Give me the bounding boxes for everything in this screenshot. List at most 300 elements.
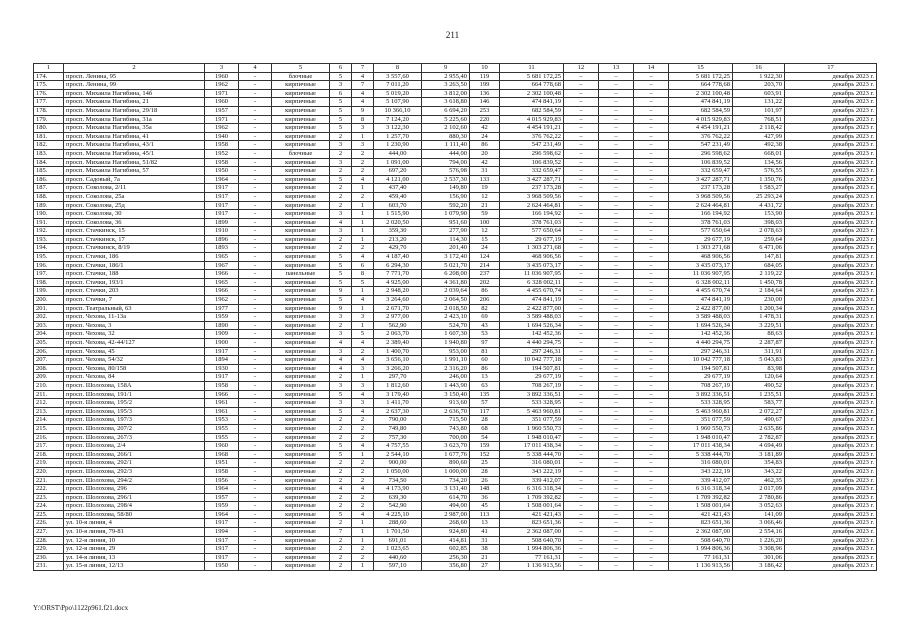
table-cell: 42	[470, 158, 500, 167]
table-cell: 444,00	[422, 149, 470, 158]
table-cell: просп. Шолохова, 292/3	[64, 467, 205, 476]
table-cell: 181.	[34, 132, 64, 141]
table-cell: 288,60	[374, 519, 422, 528]
table-cell: декабрь 2023 г.	[785, 149, 877, 158]
table-cell: 136	[470, 89, 500, 98]
table-cell: 4	[352, 253, 374, 262]
table-cell: 4	[352, 442, 374, 451]
table-cell: 106 839,52	[500, 158, 564, 167]
table-cell: 1 303 271,68	[500, 244, 564, 253]
table-cell: 3 589 488,03	[669, 313, 733, 322]
table-cell: –	[564, 304, 599, 313]
table-cell: декабрь 2023 г.	[785, 72, 877, 81]
table-cell: декабрь 2023 г.	[785, 253, 877, 262]
table-cell: просп. Театральный, 63	[64, 304, 205, 313]
table-cell: 83,98	[733, 364, 785, 373]
table-cell: 12	[470, 192, 500, 201]
table-cell: 2 119,22	[733, 270, 785, 279]
table-cell: –	[599, 218, 634, 227]
table-cell: 2 316,20	[422, 364, 470, 373]
table-cell: кирпичные	[272, 381, 330, 390]
table-cell: 602,85	[422, 545, 470, 554]
table-cell: просп. Шолохова, 267/3	[64, 433, 205, 442]
table-cell: кирпичные	[272, 330, 330, 339]
table-cell: –	[564, 184, 599, 193]
table-cell: –	[564, 158, 599, 167]
table-cell: 195.	[34, 253, 64, 262]
table-cell: 133	[470, 175, 500, 184]
table-cell: 189.	[34, 201, 64, 210]
table-cell: 221.	[34, 476, 64, 485]
table-cell: –	[564, 244, 599, 253]
table-cell: –	[634, 330, 669, 339]
table-cell: -	[239, 167, 272, 176]
table-row	[34, 553, 877, 562]
table-cell: 5 463 960,81	[669, 407, 733, 416]
table-cell: -	[239, 553, 272, 562]
table-cell: 343,22	[733, 467, 785, 476]
table-cell: 2	[352, 467, 374, 476]
table-cell: -	[239, 270, 272, 279]
table-cell: –	[564, 115, 599, 124]
table-cell: 2	[330, 373, 352, 382]
table-cell: 297 246,31	[669, 347, 733, 356]
table-cell: 1917	[205, 201, 239, 210]
table-cell: 5	[330, 407, 352, 416]
table-cell: –	[634, 132, 669, 141]
table-cell: 1 940,80	[422, 339, 470, 348]
table-cell: 1957	[205, 106, 239, 115]
table-cell: декабрь 2023 г.	[785, 356, 877, 365]
table-cell: 354,83	[733, 459, 785, 468]
table-cell: –	[564, 81, 599, 90]
table-cell: 4 173,90	[374, 485, 422, 494]
table-cell: 6 328 002,11	[669, 278, 733, 287]
table-row	[34, 450, 877, 459]
table-row	[34, 270, 877, 279]
table-cell: 4	[330, 339, 352, 348]
table-cell: 1 701,50	[374, 528, 422, 537]
table-cell: 183.	[34, 149, 64, 158]
table-cell: –	[599, 106, 634, 115]
table-cell: 508 640,70	[669, 536, 733, 545]
table-cell: 2 624 464,81	[669, 201, 733, 210]
table-cell: 1 091,00	[374, 158, 422, 167]
table-cell: кирпичные	[272, 201, 330, 210]
table-cell: 180.	[34, 124, 64, 133]
table-cell: –	[599, 98, 634, 107]
table-cell: просп. Шолохова, 207/2	[64, 424, 205, 433]
table-cell: 2 423,10	[422, 313, 470, 322]
table-cell: –	[599, 321, 634, 330]
table-cell: 3	[330, 381, 352, 390]
table-cell: 1950	[205, 167, 239, 176]
table-cell: декабрь 2023 г.	[785, 278, 877, 287]
table-cell: 7 011,20	[374, 81, 422, 90]
table-cell: -	[239, 106, 272, 115]
table-cell: –	[599, 210, 634, 219]
table-cell: 4	[352, 98, 374, 107]
table-cell: -	[239, 433, 272, 442]
table-row	[34, 244, 877, 253]
table-cell: 1 812,60	[374, 381, 422, 390]
table-cell: 24	[470, 244, 500, 253]
column-header: 14	[634, 64, 669, 73]
column-header: 16	[733, 64, 785, 73]
table-cell: 468 906,56	[500, 253, 564, 262]
table-cell: –	[599, 149, 634, 158]
table-cell: –	[599, 72, 634, 81]
table-cell: 268,60	[422, 519, 470, 528]
table-cell: 5 463 960,81	[500, 407, 564, 416]
table-cell: 203.	[34, 321, 64, 330]
table-cell: 134,56	[733, 158, 785, 167]
table-cell: 1964	[205, 175, 239, 184]
table-cell: –	[599, 553, 634, 562]
table-cell: 951,60	[422, 218, 470, 227]
table-cell: –	[634, 553, 669, 562]
table-cell: 5 338 444,70	[500, 450, 564, 459]
table-cell: –	[564, 132, 599, 141]
table-cell: –	[564, 373, 599, 382]
table-cell: 757,30	[374, 433, 422, 442]
table-cell: -	[239, 227, 272, 236]
table-row	[34, 562, 877, 571]
table-cell: 459,40	[374, 192, 422, 201]
table-cell: 3	[330, 210, 352, 219]
table-cell: –	[634, 502, 669, 511]
table-cell: 1909	[205, 330, 239, 339]
table-cell: -	[239, 459, 272, 468]
table-cell: просп. Чехова, 54/32	[64, 356, 205, 365]
table-cell: –	[599, 167, 634, 176]
table-row	[34, 476, 877, 485]
table-cell: 468 906,56	[669, 253, 733, 262]
table-cell: 43	[470, 321, 500, 330]
table-cell: 1	[352, 321, 374, 330]
table-cell: просп. Шолохова, 158А	[64, 381, 205, 390]
table-cell: 301,06	[733, 553, 785, 562]
column-header: 8	[374, 64, 422, 73]
table-cell: 28	[470, 416, 500, 425]
table-cell: 1910	[205, 227, 239, 236]
table-cell: декабрь 2023 г.	[785, 201, 877, 210]
table-cell: 2	[330, 459, 352, 468]
table-cell: –	[564, 201, 599, 210]
table-cell: 1894	[205, 356, 239, 365]
table-cell: –	[634, 381, 669, 390]
table-cell: 2 422 877,00	[669, 304, 733, 313]
table-cell: –	[599, 545, 634, 554]
table-cell: 3 266,20	[374, 364, 422, 373]
column-header: 1	[34, 64, 64, 73]
table-cell: 2	[352, 502, 374, 511]
table-cell: 790,00	[374, 416, 422, 425]
table-cell: кирпичные	[272, 218, 330, 227]
table-cell: 1962	[205, 124, 239, 133]
table-row	[34, 485, 877, 494]
table-cell: -	[239, 132, 272, 141]
table-cell: –	[564, 399, 599, 408]
table-cell: 17 011 438,34	[500, 442, 564, 451]
table-cell: –	[599, 459, 634, 468]
table-cell: –	[634, 244, 669, 253]
table-cell: декабрь 2023 г.	[785, 106, 877, 115]
table-cell: декабрь 2023 г.	[785, 158, 877, 167]
table-cell: панельные	[272, 270, 330, 279]
table-cell: 124	[470, 253, 500, 262]
table-cell: –	[634, 562, 669, 571]
table-cell: 135	[470, 390, 500, 399]
table-cell: –	[634, 158, 669, 167]
table-cell: 159	[470, 442, 500, 451]
column-header: 6	[330, 64, 352, 73]
table-cell: -	[239, 89, 272, 98]
table-cell: -	[239, 313, 272, 322]
table-cell: 119	[470, 72, 500, 81]
table-row	[34, 381, 877, 390]
table-cell: декабрь 2023 г.	[785, 141, 877, 150]
table-cell: –	[564, 493, 599, 502]
table-cell: декабрь 2023 г.	[785, 244, 877, 253]
table-cell: кирпичные	[272, 210, 330, 219]
table-cell: 186.	[34, 175, 64, 184]
table-row	[34, 175, 877, 184]
table-cell: 474 841,19	[669, 98, 733, 107]
table-cell: –	[599, 536, 634, 545]
table-cell: 3 308,96	[733, 545, 785, 554]
table-row	[34, 201, 877, 210]
table-cell: –	[599, 407, 634, 416]
table-cell: –	[599, 141, 634, 150]
table-cell: 2 624 464,81	[500, 201, 564, 210]
table-cell: 444,00	[374, 149, 422, 158]
table-cell: 378 761,03	[500, 218, 564, 227]
table-cell: 3 150,40	[422, 390, 470, 399]
table-cell: 188.	[34, 192, 64, 201]
table-cell: 490,52	[733, 381, 785, 390]
table-cell: 3 131,40	[422, 485, 470, 494]
table-cell: 1930	[205, 364, 239, 373]
table-cell: 2	[330, 476, 352, 485]
table-row	[34, 373, 877, 382]
table-cell: 398,03	[733, 218, 785, 227]
table-cell: 1 994 806,36	[500, 545, 564, 554]
table-cell: 277,90	[422, 227, 470, 236]
table-cell: 3 229,51	[733, 321, 785, 330]
table-cell: 4 694,49	[733, 442, 785, 451]
table-cell: кирпичные	[272, 493, 330, 502]
table-cell: просп. Садовый, 7а	[64, 175, 205, 184]
table-cell: -	[239, 399, 272, 408]
table-cell: -	[239, 562, 272, 571]
table-cell: –	[634, 278, 669, 287]
table-cell: 3	[352, 313, 374, 322]
table-cell: 1917	[205, 347, 239, 356]
table-row	[34, 347, 877, 356]
table-cell: –	[564, 407, 599, 416]
table-cell: 2	[352, 347, 374, 356]
table-cell: 5	[330, 98, 352, 107]
table-body	[34, 64, 877, 571]
table-cell: –	[634, 261, 669, 270]
table-cell: ул. 10-я линия, 79-81	[64, 528, 205, 537]
column-header: 17	[785, 64, 877, 73]
footer-file-path: Y:\ORST\Ppo\1122p961.f21.docx	[33, 604, 129, 612]
table-cell: 2	[330, 416, 352, 425]
table-cell: 7	[330, 528, 352, 537]
table-cell: –	[634, 201, 669, 210]
table-cell: 332 659,47	[669, 167, 733, 176]
table-cell: просп. Михаила Нагибина, 31а	[64, 115, 205, 124]
table-cell: 490,67	[733, 416, 785, 425]
table-cell: 28	[470, 467, 500, 476]
table-cell: декабрь 2023 г.	[785, 493, 877, 502]
table-header-row	[34, 64, 877, 73]
table-cell: –	[564, 175, 599, 184]
table-cell: 120,64	[733, 373, 785, 382]
table-cell: 2	[330, 545, 352, 554]
table-cell: кирпичные	[272, 399, 330, 408]
table-cell: 4 454 191,21	[500, 124, 564, 133]
table-cell: декабрь 2023 г.	[785, 167, 877, 176]
table-cell: 5	[330, 115, 352, 124]
table-cell: просп. Стачкинск, 15	[64, 227, 205, 236]
table-cell: декабрь 2023 г.	[785, 442, 877, 451]
table-cell: 10 042 777,18	[500, 356, 564, 365]
table-cell: кирпичные	[272, 313, 330, 322]
table-cell: 2	[352, 545, 374, 554]
table-cell: 376 762,22	[500, 132, 564, 141]
table-cell: 4 925,00	[374, 278, 422, 287]
column-header: 13	[599, 64, 634, 73]
table-cell: –	[564, 562, 599, 571]
table-cell: 185.	[34, 167, 64, 176]
table-cell: 217.	[34, 442, 64, 451]
table-cell: просп. Михаила Нагибина, 43/1	[64, 141, 205, 150]
table-cell: кирпичные	[272, 158, 330, 167]
table-cell: –	[564, 339, 599, 348]
table-cell: -	[239, 175, 272, 184]
table-cell: –	[564, 98, 599, 107]
table-cell: 1960	[205, 72, 239, 81]
table-cell: 2 063,70	[374, 330, 422, 339]
table-cell: 12	[470, 227, 500, 236]
table-row	[34, 261, 877, 270]
table-cell: 219.	[34, 459, 64, 468]
table-cell: 494,00	[422, 502, 470, 511]
table-cell: –	[564, 141, 599, 150]
table-cell: 82	[470, 304, 500, 313]
table-cell: 15	[470, 235, 500, 244]
table-cell: –	[599, 235, 634, 244]
table-cell: кирпичные	[272, 528, 330, 537]
table-cell: 913,60	[422, 399, 470, 408]
table-cell: кирпичные	[272, 253, 330, 262]
table-cell: 57	[470, 399, 500, 408]
table-cell: –	[599, 201, 634, 210]
table-cell: 749,80	[374, 424, 422, 433]
table-row	[34, 424, 877, 433]
table-cell: -	[239, 296, 272, 305]
table-cell: 3 179,40	[374, 390, 422, 399]
table-cell: 3	[352, 399, 374, 408]
table-cell: –	[634, 364, 669, 373]
table-cell: 2	[330, 493, 352, 502]
table-cell: просп. Чехова, 45	[64, 347, 205, 356]
table-cell: 378 761,03	[669, 218, 733, 227]
table-cell: -	[239, 330, 272, 339]
table-cell: просп. Чехова, 42-44/127	[64, 339, 205, 348]
table-cell: 199	[470, 81, 500, 90]
table-cell: –	[599, 124, 634, 133]
table-cell: 7 771,70	[374, 270, 422, 279]
table-cell: 2 782,87	[733, 433, 785, 442]
table-cell: декабрь 2023 г.	[785, 553, 877, 562]
table-cell: 577 650,64	[669, 227, 733, 236]
table-cell: 215.	[34, 424, 64, 433]
table-cell: просп. Шолохова, 191/1	[64, 390, 205, 399]
table-cell: 5 681 172,25	[500, 72, 564, 81]
table-cell: 106 839,52	[669, 158, 733, 167]
table-cell: –	[599, 227, 634, 236]
table-cell: просп. Стачки, 186	[64, 253, 205, 262]
table-cell: 339 412,07	[669, 476, 733, 485]
table-cell: декабрь 2023 г.	[785, 364, 877, 373]
table-cell: 212.	[34, 399, 64, 408]
table-cell: декабрь 2023 г.	[785, 459, 877, 468]
table-cell: кирпичные	[272, 339, 330, 348]
table-cell: 2 118,42	[733, 124, 785, 133]
table-cell: 296 598,62	[669, 149, 733, 158]
table-cell: 5 681 172,25	[669, 72, 733, 81]
table-cell: 2 636,70	[422, 407, 470, 416]
table-cell: 207.	[34, 356, 64, 365]
table-cell: 1940	[205, 132, 239, 141]
table-cell: –	[599, 304, 634, 313]
table-cell: –	[599, 485, 634, 494]
table-cell: 682 584,59	[500, 106, 564, 115]
table-cell: 890,60	[422, 459, 470, 468]
table-cell: 2 362 087,00	[500, 528, 564, 537]
table-cell: 3 589 488,03	[500, 313, 564, 322]
table-cell: 1 050,00	[374, 467, 422, 476]
table-cell: 5	[330, 510, 352, 519]
table-cell: 1 350,76	[733, 175, 785, 184]
table-row	[34, 141, 877, 150]
table-cell: декабрь 2023 г.	[785, 450, 877, 459]
table-cell: 577 650,64	[500, 227, 564, 236]
table-cell: –	[564, 89, 599, 98]
table-cell: 3 181,89	[733, 450, 785, 459]
table-cell: 697,20	[374, 167, 422, 176]
table-cell: 2	[330, 502, 352, 511]
table-cell: 1 230,90	[374, 141, 422, 150]
table-cell: 2	[330, 167, 352, 176]
table-cell: 1960	[205, 442, 239, 451]
table-cell: 210.	[34, 381, 64, 390]
table-cell: 141,09	[733, 510, 785, 519]
table-cell: 664 778,68	[500, 81, 564, 90]
table-cell: -	[239, 98, 272, 107]
table-row	[34, 459, 877, 468]
table-cell: 69	[470, 313, 500, 322]
table-cell: 2	[330, 244, 352, 253]
table-cell: 218.	[34, 450, 64, 459]
table-cell: 562,90	[374, 321, 422, 330]
table-cell: -	[239, 304, 272, 313]
table-cell: -	[239, 218, 272, 227]
